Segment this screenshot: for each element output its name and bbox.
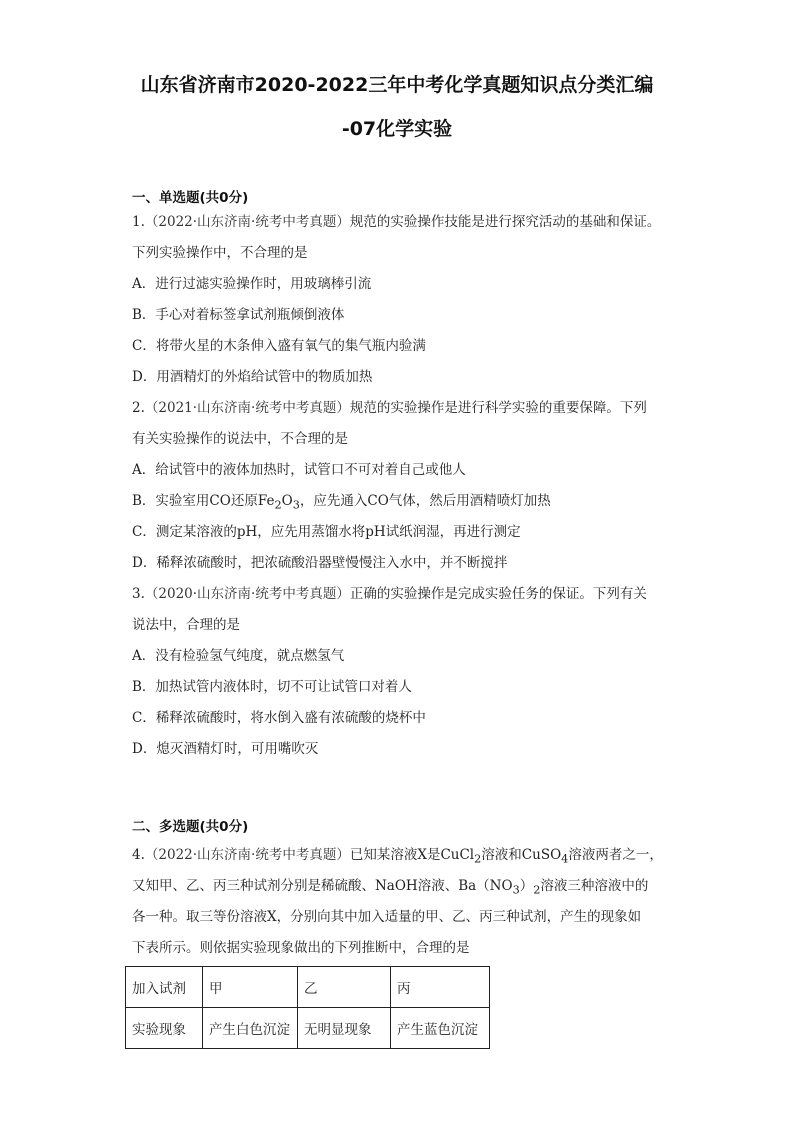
q4-l1-post: 溶液两者之一， xyxy=(568,847,663,863)
q2-option-b-sub1: 2 xyxy=(274,498,282,512)
q2-option-d: D．稀释浓硫酸时，把浓硫酸沿器壁慢慢注入水中，并不断搅拌 xyxy=(132,555,508,571)
table-cell: 丙 xyxy=(391,967,490,1008)
q2-option-c: C．测定某溶液的pH，应先用蒸馏水将pH试纸润湿，再进行测定 xyxy=(132,524,521,540)
q1-option-c: C．将带火星的木条伸入盛有氧气的集气瓶内验满 xyxy=(132,338,426,354)
q4-source: （2022·山东济南·统考中考真题） xyxy=(144,847,350,863)
q1-option-a: A．进行过滤实验操作时，用玻璃棒引流 xyxy=(132,276,372,292)
q4-stem-line3: 各一种。取三等份溶液X，分别向其中加入适量的甲、乙、丙三种试剂，产生的现象如 xyxy=(132,909,642,925)
q1-option-b: B．手心对着标签拿试剂瓶倾倒液体 xyxy=(132,307,345,323)
q2-option-b-pre: B．实验室用CO还原Fe xyxy=(132,493,275,509)
experiment-table xyxy=(125,966,490,1049)
q4-l2-sub2: 2 xyxy=(533,883,541,897)
q3-option-c: C．稀释浓硫酸时，将水倒入盛有浓硫酸的烧杯中 xyxy=(132,710,426,726)
q1-stem-line1 xyxy=(132,212,660,232)
q2-option-a: A．给试管中的液体加热时，试管口不可对着自己或他人 xyxy=(132,462,466,478)
q3-option-b: B．加热试管内液体时，切不可让试管口对着人 xyxy=(132,679,412,695)
q2-option-b-sub2: 3 xyxy=(292,498,300,512)
section-heading-multiple-choice: 二、多选题(共0分) xyxy=(132,819,249,835)
table-cell: 乙 xyxy=(298,967,391,1008)
table-cell: 产生蓝色沉淀 xyxy=(391,1008,490,1049)
q1-number: 1. xyxy=(132,214,145,230)
q2-source: （2021·山东济南·统考中考真题） xyxy=(144,400,350,416)
section-heading-single-choice: 一、单选题(共0分) xyxy=(132,190,249,206)
doc-title-line2: -07化学实验 xyxy=(341,118,453,140)
table-cell: 实验现象 xyxy=(126,1008,203,1049)
q4-l1-sub1: 2 xyxy=(474,852,482,866)
doc-title-line1: 山东省济南市2020-2022三年中考化学真题知识点分类汇编 xyxy=(140,74,654,96)
q1-stem-a: 规范的实验操作技能是进行探究活动的基础和保证。 xyxy=(349,214,661,230)
table-cell: 甲 xyxy=(203,967,298,1008)
q3-option-a: A．没有检验氢气纯度，就点燃氢气 xyxy=(132,648,345,664)
q1-option-d: D．用酒精灯的外焰给试管中的物质加热 xyxy=(132,369,373,385)
q3-stem-line1 xyxy=(132,584,647,604)
q4-l1-pre: 已知某溶液X是CuCl xyxy=(349,847,475,863)
q2-option-b xyxy=(132,491,551,516)
q4-stem-line2 xyxy=(132,876,648,901)
q4-l1-sub2: 4 xyxy=(561,852,569,866)
q2-stem-line2: 有关实验操作的说法中，不合理的是 xyxy=(132,431,348,447)
q2-option-b-post: ，应先通入CO气体，然后用酒精喷灯加热 xyxy=(299,493,551,509)
q2-stem-a: 规范的实验操作是进行科学实验的重要保障。下列 xyxy=(349,400,647,416)
q4-stem-line1 xyxy=(132,845,663,870)
q4-l2-pre: 又知甲、乙、丙三种试剂分别是稀硫酸、NaOH溶液、Ba（NO xyxy=(132,878,513,894)
q2-number: 2. xyxy=(132,400,145,416)
q4-l1-mid: 溶液和CuSO xyxy=(481,847,562,863)
table-cell: 无明显现象 xyxy=(298,1008,391,1049)
q1-source: （2022·山东济南·统考中考真题） xyxy=(144,214,350,230)
q3-option-d: D．熄灭酒精灯时，可用嘴吹灭 xyxy=(132,741,319,757)
q4-number: 4. xyxy=(132,847,145,863)
table-row xyxy=(126,1008,490,1049)
q4-l2-post: ） xyxy=(519,878,534,894)
q3-stem-a: 正确的实验操作是完成实验任务的保证。下列有关 xyxy=(349,586,647,602)
table-row xyxy=(126,967,490,1008)
table-cell: 加入试剂 xyxy=(126,967,203,1008)
q4-l2-sub: 3 xyxy=(512,883,520,897)
q2-option-b-mid: O xyxy=(281,493,293,509)
q2-stem-line1 xyxy=(132,398,647,418)
q3-number: 3. xyxy=(132,586,145,602)
q4-l2-end: 溶液三种溶液中的 xyxy=(540,878,649,894)
q3-source: （2020·山东济南·统考中考真题） xyxy=(144,586,350,602)
table-cell: 产生白色沉淀 xyxy=(203,1008,298,1049)
q4-stem-line4: 下表所示。则依据实验现象做出的下列推断中，合理的是 xyxy=(132,940,470,956)
q1-stem-line2: 下列实验操作中，不合理的是 xyxy=(132,245,308,261)
q3-stem-line2: 说法中，合理的是 xyxy=(132,617,240,633)
